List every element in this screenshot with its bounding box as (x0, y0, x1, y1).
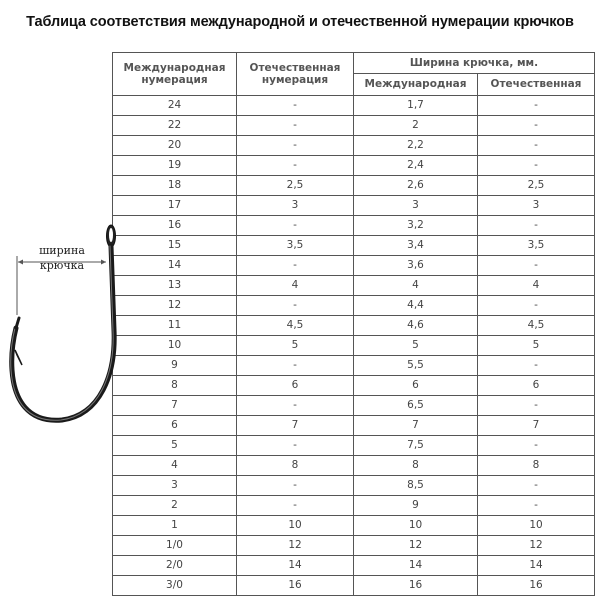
cell-width-international: 4,4 (354, 296, 478, 316)
cell-international-number: 18 (113, 176, 237, 196)
table-row (113, 376, 595, 396)
cell-international-number: 16 (113, 216, 237, 236)
cell-international-number: 10 (113, 336, 237, 356)
cell-width-international: 2,4 (354, 156, 478, 176)
cell-international-number: 5 (113, 436, 237, 456)
table-row (113, 236, 595, 256)
cell-international-number: 17 (113, 196, 237, 216)
table-row (113, 496, 595, 516)
header-domestic-numbering: Отечественная нумерация (237, 53, 354, 96)
cell-width-domestic: - (478, 116, 595, 136)
cell-international-number: 3 (113, 476, 237, 496)
table-row (113, 296, 595, 316)
cell-width-domestic: 6 (478, 376, 595, 396)
cell-domestic-number: - (237, 156, 354, 176)
table-row (113, 156, 595, 176)
cell-domestic-number: 6 (237, 376, 354, 396)
cell-domestic-number: 4 (237, 276, 354, 296)
table-row (113, 516, 595, 536)
cell-width-domestic: 14 (478, 556, 595, 576)
cell-width-international: 2,2 (354, 136, 478, 156)
table-row (113, 196, 595, 216)
cell-width-domestic: - (478, 136, 595, 156)
cell-international-number: 15 (113, 236, 237, 256)
cell-international-number: 14 (113, 256, 237, 276)
cell-international-number: 9 (113, 356, 237, 376)
cell-domestic-number: 2,5 (237, 176, 354, 196)
cell-width-domestic: 3 (478, 196, 595, 216)
header-width-domestic: Отечественная (478, 74, 595, 96)
table-row (113, 276, 595, 296)
cell-width-domestic: - (478, 436, 595, 456)
table-row (113, 456, 595, 476)
table-row (113, 476, 595, 496)
cell-domestic-number: - (237, 136, 354, 156)
cell-width-international: 14 (354, 556, 478, 576)
header-hook-width: Ширина крючка, мм. (354, 53, 595, 74)
cell-width-domestic: 4 (478, 276, 595, 296)
cell-width-international: 10 (354, 516, 478, 536)
cell-width-international: 3,6 (354, 256, 478, 276)
hook-width-label (20, 244, 104, 272)
cell-domestic-number: - (237, 436, 354, 456)
table-row (113, 216, 595, 236)
cell-international-number: 2 (113, 496, 237, 516)
cell-width-international: 2 (354, 116, 478, 136)
cell-width-domestic: - (478, 496, 595, 516)
cell-international-number: 6 (113, 416, 237, 436)
cell-domestic-number: - (237, 476, 354, 496)
cell-width-international: 3,2 (354, 216, 478, 236)
cell-width-domestic: 3,5 (478, 236, 595, 256)
cell-width-international: 12 (354, 536, 478, 556)
table-row (113, 116, 595, 136)
cell-international-number: 13 (113, 276, 237, 296)
table-row (113, 96, 595, 116)
cell-international-number: 2/0 (113, 556, 237, 576)
cell-width-domestic: - (478, 396, 595, 416)
cell-width-domestic: - (478, 216, 595, 236)
cell-width-international: 3,4 (354, 236, 478, 256)
cell-international-number: 1 (113, 516, 237, 536)
cell-width-domestic: - (478, 356, 595, 376)
cell-width-domestic: - (478, 296, 595, 316)
cell-domestic-number: 8 (237, 456, 354, 476)
table-row (113, 556, 595, 576)
cell-international-number: 7 (113, 396, 237, 416)
table-row (113, 316, 595, 336)
cell-international-number: 3/0 (113, 576, 237, 596)
cell-width-international: 16 (354, 576, 478, 596)
cell-width-international: 8,5 (354, 476, 478, 496)
cell-width-international: 7,5 (354, 436, 478, 456)
cell-width-international: 8 (354, 456, 478, 476)
cell-international-number: 24 (113, 96, 237, 116)
table-row (113, 356, 595, 376)
cell-width-international: 1,7 (354, 96, 478, 116)
cell-width-domestic: - (478, 96, 595, 116)
page-title: Таблица соответствия международной и отечественной нумерации крючков (26, 14, 574, 30)
cell-width-domestic: 4,5 (478, 316, 595, 336)
cell-international-number: 4 (113, 456, 237, 476)
header-width-international: Международная (354, 74, 478, 96)
table-body (113, 96, 595, 596)
cell-width-international: 5,5 (354, 356, 478, 376)
cell-international-number: 1/0 (113, 536, 237, 556)
cell-domestic-number: - (237, 96, 354, 116)
hook-width-label-line1: ширина (39, 244, 85, 257)
cell-width-international: 7 (354, 416, 478, 436)
cell-width-international: 5 (354, 336, 478, 356)
cell-width-domestic: 10 (478, 516, 595, 536)
cell-domestic-number: 4,5 (237, 316, 354, 336)
cell-domestic-number: 14 (237, 556, 354, 576)
cell-width-international: 9 (354, 496, 478, 516)
cell-width-international: 2,6 (354, 176, 478, 196)
cell-width-domestic: 2,5 (478, 176, 595, 196)
table-row (113, 576, 595, 596)
table-row (113, 536, 595, 556)
cell-domestic-number: 3 (237, 196, 354, 216)
cell-international-number: 22 (113, 116, 237, 136)
cell-domestic-number: 12 (237, 536, 354, 556)
cell-international-number: 8 (113, 376, 237, 396)
cell-width-international: 6 (354, 376, 478, 396)
cell-international-number: 20 (113, 136, 237, 156)
cell-domestic-number: 7 (237, 416, 354, 436)
table-row (113, 436, 595, 456)
cell-width-international: 4,6 (354, 316, 478, 336)
cell-domestic-number: - (237, 496, 354, 516)
hook-size-table (112, 52, 595, 596)
cell-width-international: 3 (354, 196, 478, 216)
cell-width-domestic: 5 (478, 336, 595, 356)
cell-domestic-number: - (237, 356, 354, 376)
cell-width-domestic: 12 (478, 536, 595, 556)
cell-domestic-number: 5 (237, 336, 354, 356)
table-row (113, 396, 595, 416)
cell-domestic-number: - (237, 256, 354, 276)
cell-width-domestic: - (478, 156, 595, 176)
cell-width-domestic: 8 (478, 456, 595, 476)
hook-width-label-line2: крючка (39, 259, 85, 272)
cell-width-domestic: 7 (478, 416, 595, 436)
cell-domestic-number: - (237, 396, 354, 416)
cell-width-domestic: 16 (478, 576, 595, 596)
cell-international-number: 12 (113, 296, 237, 316)
cell-domestic-number: - (237, 216, 354, 236)
table-row (113, 416, 595, 436)
cell-width-domestic: - (478, 476, 595, 496)
table-row (113, 176, 595, 196)
table-row (113, 256, 595, 276)
cell-domestic-number: 3,5 (237, 236, 354, 256)
cell-domestic-number: - (237, 296, 354, 316)
cell-domestic-number: 10 (237, 516, 354, 536)
cell-domestic-number: - (237, 116, 354, 136)
table-row (113, 336, 595, 356)
table-row (113, 136, 595, 156)
cell-international-number: 11 (113, 316, 237, 336)
header-international-numbering: Международная нумерация (113, 53, 237, 96)
cell-width-international: 6,5 (354, 396, 478, 416)
cell-international-number: 19 (113, 156, 237, 176)
cell-width-international: 4 (354, 276, 478, 296)
cell-width-domestic: - (478, 256, 595, 276)
cell-domestic-number: 16 (237, 576, 354, 596)
